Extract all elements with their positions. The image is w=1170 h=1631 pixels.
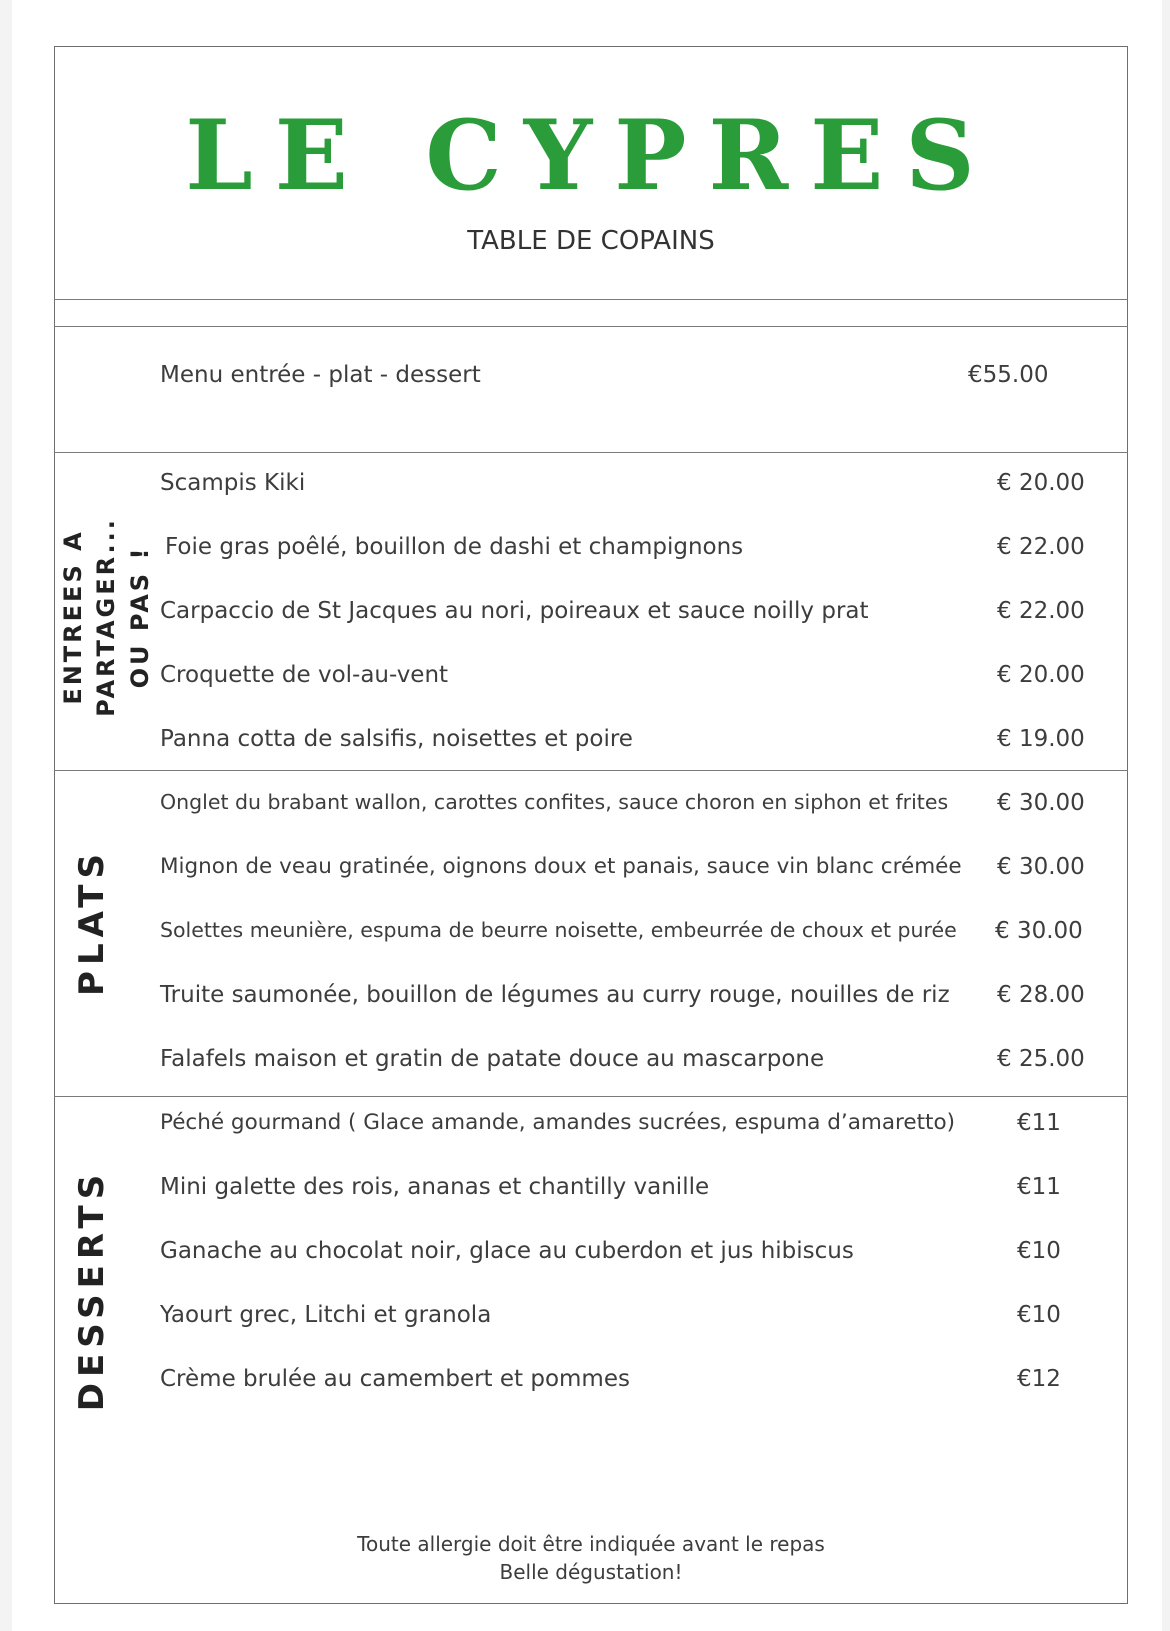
entrees-section-label-line2: PARTAGER... [92,517,120,717]
restaurant-title: LE CYPRES [185,99,997,212]
entree-item-price: € 22.00 [997,534,1085,560]
plat-item-name: Onglet du brabant wallon, carottes confites, sauce choron en siphon et frites [160,790,949,814]
divider [54,452,1128,453]
entrees-section-label-line3: OU PAS ! [126,545,154,689]
entree-item-name: Foie gras poêlé, bouillon de dashi et champignons [165,534,744,560]
plat-item-name: Mignon de veau gratinée, oignons doux et panais, sauce vin blanc crémée [160,854,962,879]
entree-item-price: € 22.00 [997,598,1085,624]
dessert-item-name: Péché gourmand ( Glace amande, amandes sucrées, espuma d’amaretto) [160,1110,956,1135]
dessert-item-name: Crème brulée au camembert et pommes [160,1366,630,1392]
desserts-section-label: DESSERTS [72,1168,112,1412]
entree-item-name: Croquette de vol-au-vent [160,662,449,688]
plat-item-name: Solettes meunière, espuma de beurre noisette, embeurrée de choux et purée [160,918,957,942]
plat-item-price: € 30.00 [997,790,1085,816]
entree-item-name: Scampis Kiki [160,470,306,496]
restaurant-subtitle: TABLE DE COPAINS [467,226,715,256]
entree-item-name: Carpaccio de St Jacques au nori, poireaux et sauce noilly prat [160,598,869,624]
closing-note: Belle dégustation! [499,1560,683,1584]
set-menu-price: €55.00 [968,362,1049,388]
plat-item-price: € 25.00 [997,1046,1085,1072]
divider [54,326,1128,327]
plat-item-price: € 30.00 [995,918,1083,944]
allergy-notice: Toute allergie doit être indiquée avant le repas [357,1532,825,1556]
entree-item-name: Panna cotta de salsifis, noisettes et poire [160,726,633,752]
dessert-item-price: €11 [1017,1174,1061,1200]
dessert-item-price: €11 [1017,1110,1061,1136]
entree-item-price: € 20.00 [997,470,1085,496]
entrees-section-label-line1: ENTREES A [59,529,87,705]
set-menu-label: Menu entrée - plat - dessert [160,362,481,388]
dessert-item-price: €10 [1017,1302,1061,1328]
divider [54,1096,1128,1097]
dessert-item-name: Mini galette des rois, ananas et chantilly vanille [160,1174,710,1200]
dessert-item-price: €10 [1017,1238,1061,1264]
plats-section-label: PLATS [72,848,112,996]
plat-item-price: € 30.00 [997,854,1085,880]
plat-item-name: Falafels maison et gratin de patate douce au mascarpone [160,1046,825,1072]
plat-item-price: € 28.00 [997,982,1085,1008]
dessert-item-price: €12 [1017,1366,1061,1392]
divider [54,299,1128,300]
dessert-item-name: Ganache au chocolat noir, glace au cuberdon et jus hibiscus [160,1238,854,1264]
divider [54,770,1128,771]
entree-item-price: € 20.00 [997,662,1085,688]
dessert-item-name: Yaourt grec, Litchi et granola [160,1302,492,1328]
entree-item-price: € 19.00 [997,726,1085,752]
plat-item-name: Truite saumonée, bouillon de légumes au curry rouge, nouilles de riz [160,982,950,1008]
